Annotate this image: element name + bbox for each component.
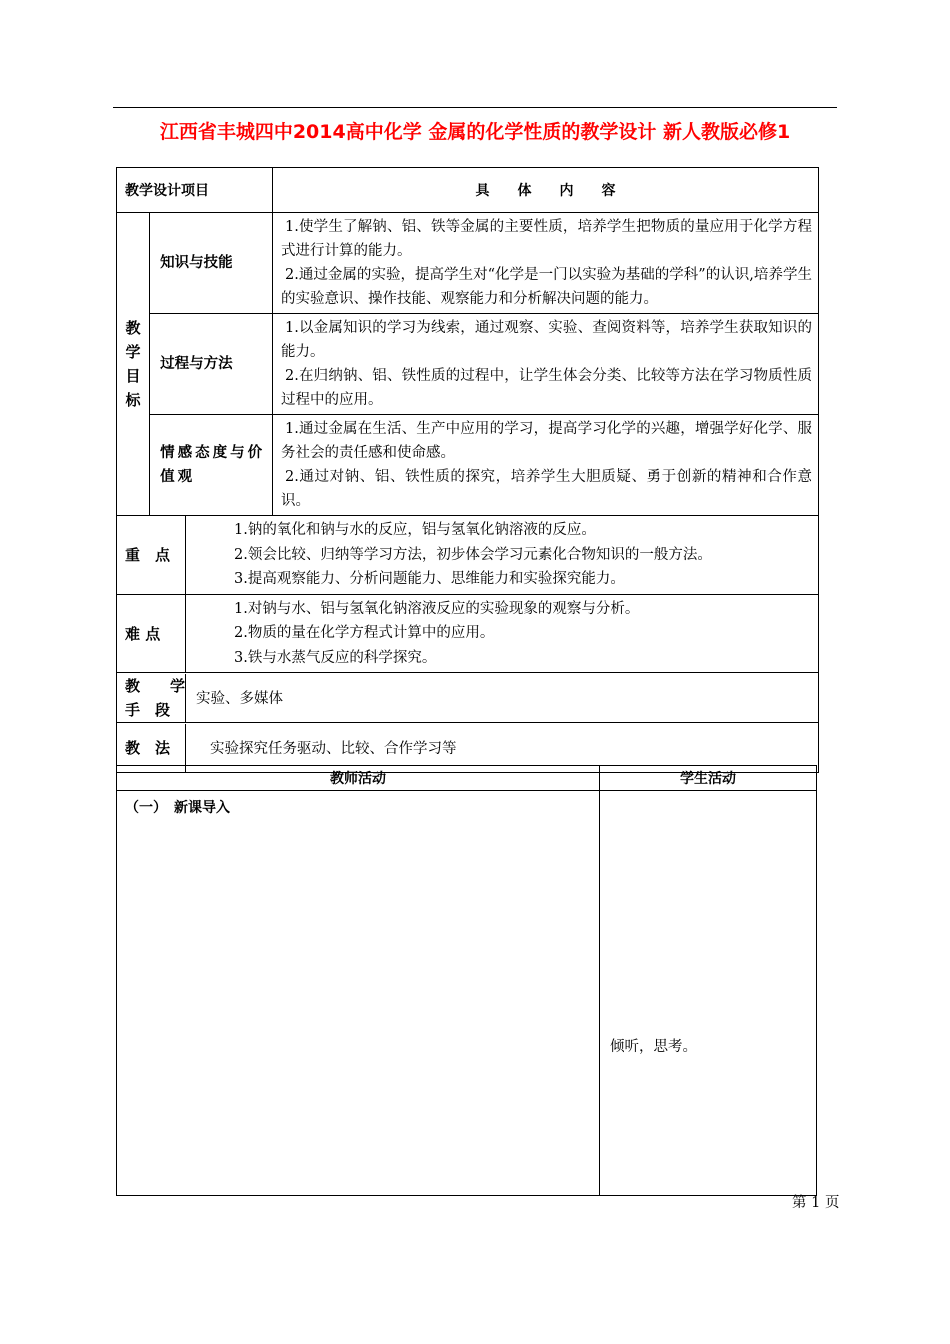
key-points-content — [186, 516, 819, 594]
key-points-label: 重 点 — [117, 516, 186, 594]
goals-label-cell — [117, 213, 150, 516]
design-table — [116, 167, 819, 773]
goal-line: 1.使学生了解钠、铝、铁等金属的主要性质，培养学生把物质的量应用于化学方程式进行计算的能力。 — [281, 219, 812, 259]
goal-process-content — [273, 314, 819, 415]
goal-emotion-content — [273, 415, 819, 516]
goal-knowledge-label: 知识与技能 — [150, 213, 273, 314]
teaching-method-content: 实验探究任务驱动、比较、合作学习等 — [210, 741, 457, 757]
student-activity-cell — [600, 791, 817, 1196]
header-item-label: 教学设计项目 — [125, 183, 209, 199]
header-item-cell — [117, 168, 273, 213]
key-point-line: 2.领会比较、归纳等学习方法，初步体会学习元素化合物知识的一般方法。 — [234, 546, 712, 563]
goals-label-char: 目 — [125, 367, 141, 385]
goal-line: 1.以金属知识的学习为线索，通过观察、实验、查阅资料等，培养学生获取知识的能力。 — [281, 320, 812, 360]
goal-emotion-label: 情感态度与价值观 — [150, 415, 273, 516]
teacher-activity-header: 教师活动 — [117, 766, 600, 791]
difficult-points-inner — [117, 595, 818, 673]
goal-process-label: 过程与方法 — [150, 314, 273, 415]
goals-label-char: 学 — [125, 343, 141, 361]
difficult-points-content — [186, 595, 819, 673]
teaching-means-label-line: 手 段 — [125, 700, 171, 719]
teaching-means-label — [117, 674, 186, 722]
key-point-line: 1.钠的氧化和钠与水的反应，铝与氢氧化钠溶液的反应。 — [234, 522, 596, 538]
teaching-means-inner — [117, 674, 818, 722]
difficult-point-line: 1.对钠与水、铝与氢氧化钠溶液反应的实验现象的观察与分析。 — [234, 600, 640, 617]
key-points-row — [117, 516, 819, 595]
student-note: 倾听，思考。 — [610, 1039, 697, 1055]
teaching-means-row — [117, 673, 819, 723]
page-number: 第 1 页 — [792, 1195, 840, 1211]
difficult-point-line: 2.物质的量在化学方程式计算中的应用。 — [234, 625, 495, 641]
difficult-point-line: 3.铁与水蒸气反应的科学探究。 — [234, 649, 437, 666]
activity-table — [116, 765, 817, 1196]
key-point-line: 3.提高观察能力、分析问题能力、思维能力和实验探究能力。 — [234, 571, 625, 587]
header-content-cell — [273, 168, 819, 213]
goal-line: 2.通过对钠、铝、铁性质的探究，培养学生大胆质疑、勇于创新的精神和合作意识。 — [281, 469, 812, 509]
goal-line: 2.通过金属的实验，提高学生对“化学是一门以实验为基础的学科”的认识,培养学生的实验意识、操作技能、观察能力和分析解决问题的能力。 — [281, 267, 812, 307]
goals-label-char: 教 — [125, 319, 141, 337]
section-title: （一） 新课导入 — [125, 800, 230, 816]
goals-label-char: 标 — [125, 391, 141, 409]
teaching-method-label: 教 法 — [117, 724, 186, 772]
teaching-means-label-line: 教 学 — [125, 676, 186, 695]
goal-line: 1.通过金属在生活、生产中应用的学习，提高学习化学的兴趣，增强学好化学、服务社会的责任感和使命感。 — [281, 421, 812, 461]
goal-line: 2.在归纳钠、铝、铁性质的过程中，让学生体会分类、比较等方法在学习物质性质过程中的应用。 — [281, 368, 812, 408]
difficult-points-row — [117, 594, 819, 673]
difficult-points-label: 难 点 — [117, 595, 186, 673]
key-points-inner — [117, 516, 818, 594]
teacher-activity-cell — [117, 791, 600, 1196]
header-rule — [113, 107, 837, 108]
document-title: 江西省丰城四中2014高中化学 金属的化学性质的教学设计 新人教版必修1 — [159, 121, 791, 143]
header-content-label: 具 体 内 容 — [475, 183, 616, 199]
student-activity-header: 学生活动 — [600, 766, 817, 791]
teaching-means-content: 实验、多媒体 — [196, 691, 283, 707]
goal-knowledge-content — [273, 213, 819, 314]
